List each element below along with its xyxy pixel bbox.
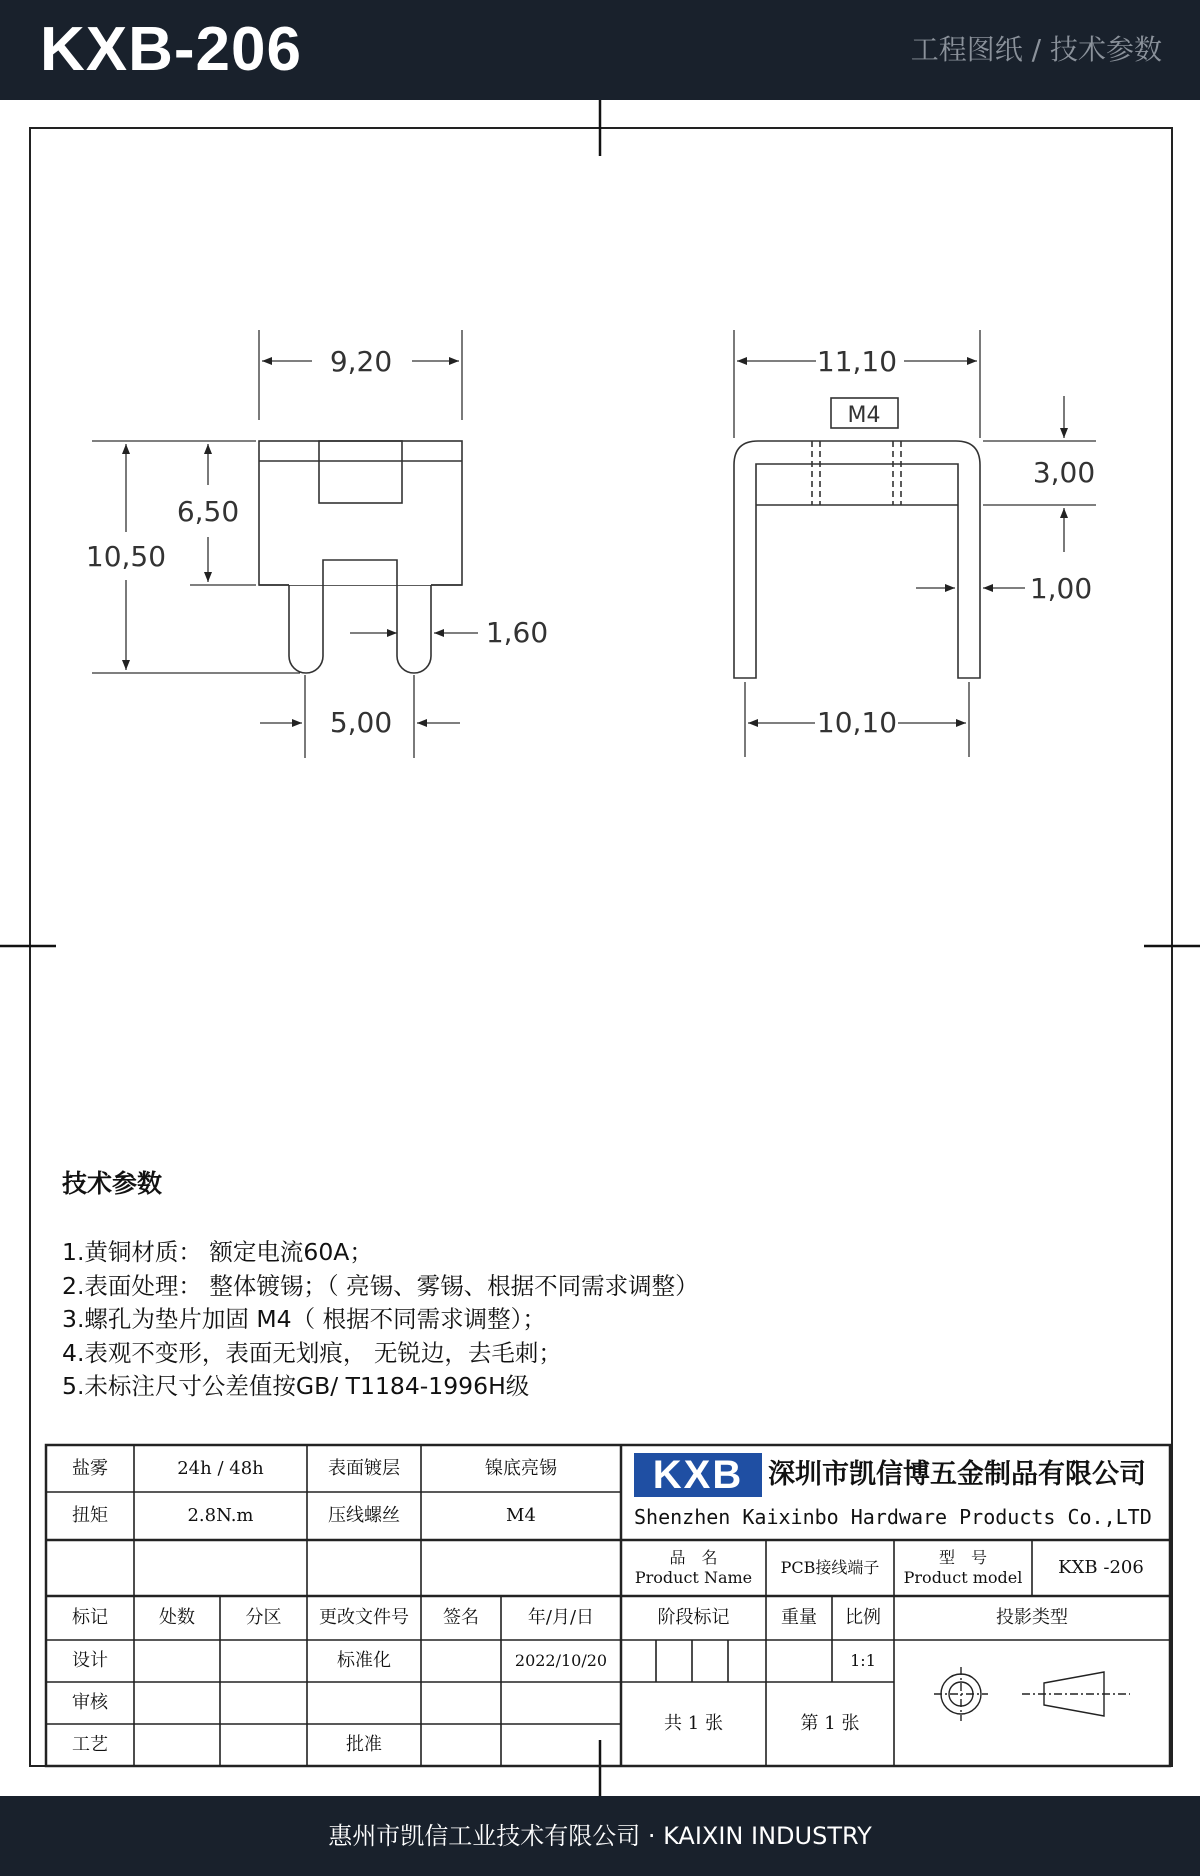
col-zone: 分区	[245, 1607, 282, 1628]
col-sign: 签名	[443, 1607, 479, 1628]
screw-value: M4	[506, 1505, 536, 1526]
product-name-label: 品 名 Product Name	[634, 1548, 753, 1587]
col-mark: 标记	[72, 1607, 108, 1628]
specs-heading: 技术参数	[62, 1169, 163, 1198]
front-view	[259, 441, 462, 673]
col-projection: 投影类型	[996, 1607, 1068, 1628]
torque-label: 扭矩	[72, 1505, 108, 1526]
date-value: 2022/10/20	[514, 1651, 608, 1670]
dim-bend-height: 3,00	[1032, 456, 1096, 489]
dim-inner-width: 10,10	[816, 706, 898, 739]
footer-text: 惠州市凯信工业技术有限公司 · KAIXIN INDUSTRY	[328, 1822, 872, 1850]
dim-thickness: 1,00	[1029, 572, 1093, 605]
col-change-doc: 更改文件号	[319, 1607, 409, 1628]
row-review: 审核	[72, 1692, 108, 1713]
company-name-en: Shenzhen Kaixinbo Hardware Products Co.,LTD	[634, 1505, 1152, 1529]
dim-pin-spacing: 5,00	[329, 706, 393, 739]
total-sheets: 共 1 张	[664, 1713, 723, 1734]
scale-value: 1:1	[850, 1651, 876, 1670]
sheet-number: 第 1 张	[800, 1713, 860, 1734]
col-stage: 阶段标记	[657, 1607, 730, 1628]
dim-height-total: 10,50	[85, 540, 167, 573]
dim-screw-label: M4	[847, 403, 881, 428]
salt-spray-value: 24h / 48h	[177, 1457, 264, 1479]
side-dimensions	[734, 330, 1096, 757]
spec-item: 4.表观不变形，表面无划痕， 无锐边，去毛刺；	[62, 1338, 562, 1367]
dim-width-top: 9,20	[329, 345, 393, 378]
col-date: 年/月/日	[527, 1607, 595, 1628]
row-process: 工艺	[72, 1734, 108, 1755]
plating-label: 表面镀层	[328, 1457, 400, 1479]
page-subtitle: 工程图纸 / 技术参数	[910, 33, 1162, 66]
dim-height-body: 6,50	[176, 495, 240, 528]
spec-item: 3.螺孔为垫片加固 M4（ 根据不同需求调整）；	[62, 1305, 546, 1333]
footer-bar	[0, 1796, 1200, 1876]
company-name-cn: 深圳市凯信博五金制品有限公司	[768, 1459, 1146, 1490]
side-bent-outline	[734, 441, 980, 678]
dim-outer-width: 11,10	[816, 345, 898, 378]
col-scale: 比例	[845, 1607, 881, 1628]
col-count: 处数	[159, 1607, 195, 1628]
approve-label: 批准	[346, 1734, 382, 1755]
spec-item: 2.表面处理： 整体镀锡；（ 亮锡、雾锡、根据不同需求调整）	[62, 1271, 699, 1300]
spec-item: 5.未标注尺寸公差值按GB/ T1184-1996H级	[62, 1372, 530, 1400]
side-view	[734, 398, 980, 678]
header-bar	[0, 0, 1200, 100]
company-brand	[634, 1453, 1146, 1497]
dim-pin-width: 1,60	[485, 616, 549, 649]
col-weight: 重量	[781, 1607, 817, 1628]
product-name-value: PCB接线端子	[780, 1558, 880, 1577]
salt-spray-label: 盐雾	[72, 1457, 108, 1479]
front-window	[319, 441, 402, 503]
kxb-logo: KXB	[634, 1453, 762, 1497]
screw-label: 压线螺丝	[328, 1505, 400, 1526]
specs-section	[62, 1166, 1162, 1404]
row-design: 设计	[72, 1650, 108, 1671]
plating-value: 镍底亮锡	[485, 1457, 557, 1479]
page-title: KXB-206	[40, 15, 302, 84]
model-label: 型 号 Product model	[903, 1548, 1023, 1587]
title-block	[44, 1443, 1172, 1766]
torque-value: 2.8N.m	[187, 1505, 254, 1526]
spec-item: 1.黄铜材质： 额定电流60A；	[62, 1238, 373, 1266]
standardization-label: 标准化	[337, 1650, 391, 1671]
model-value: KXB -206	[1058, 1557, 1144, 1578]
